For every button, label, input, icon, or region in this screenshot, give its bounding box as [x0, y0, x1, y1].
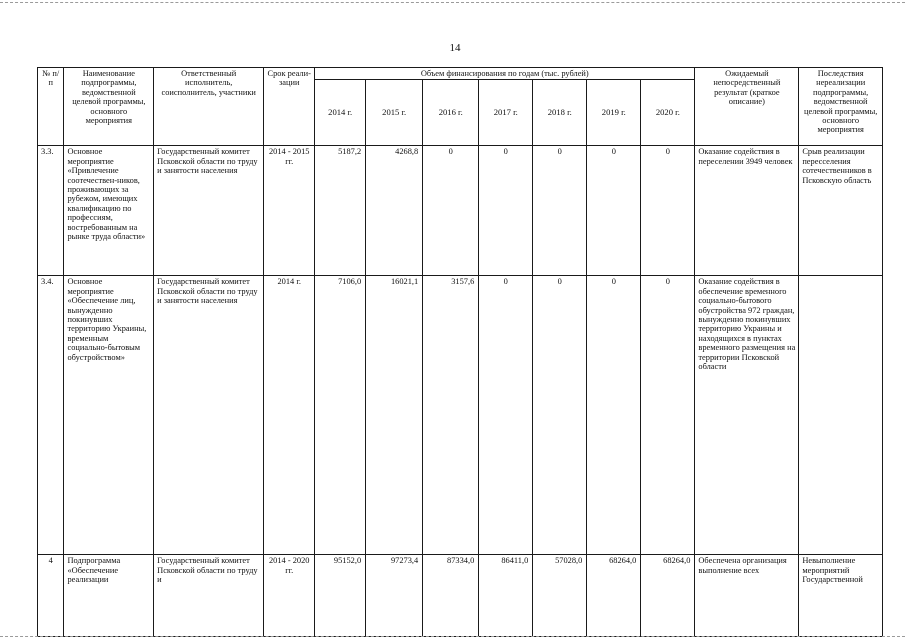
row-name: Подпрограмма «Обеспечение реализации: [64, 555, 154, 637]
row-value: 16021,1: [366, 276, 423, 555]
scan-edge-bottom: [0, 636, 905, 637]
row-num: 4: [38, 555, 64, 637]
row-term: 2014 г.: [264, 276, 315, 555]
row-result: Оказание содействия в переселении 3949 человек: [695, 146, 799, 276]
header-executor: Ответственный исполнитель, соисполнитель, участники: [154, 68, 264, 146]
header-num: № п/п: [38, 68, 64, 146]
row-value: 0: [587, 146, 641, 276]
row-name: Основное мероприятие «Обеспечение лиц, вынужденно покинувших территорию Украины, временным социально-бытовым обустройством»: [64, 276, 154, 555]
header-year: 2019 г.: [587, 80, 641, 146]
header-year: 2020 г.: [641, 80, 695, 146]
row-value: 0: [587, 276, 641, 555]
row-value: 3157,6: [423, 276, 479, 555]
row-value: 87334,0: [423, 555, 479, 637]
row-value: 0: [479, 146, 533, 276]
row-value: 97273,4: [366, 555, 423, 637]
header-funding: Объем финансирования по годам (тыс. рублей): [315, 68, 695, 80]
row-num: 3.4.: [38, 276, 64, 555]
page-number: 14: [449, 42, 461, 54]
row-result: Оказание содействия в обеспечение временного социально-бытового обустройства 972 граждан, вынужденно покинувших территорию Украины и находящихся в пунктах временного размещения на территории Псковской области: [695, 276, 799, 555]
table-row: [38, 555, 883, 637]
row-num: 3.3.: [38, 146, 64, 276]
header-consequences: Последствия нереализации подпрограммы, ведомственной целевой программы, основного мероприятия: [799, 68, 883, 146]
header-term: Срок реали-зации: [264, 68, 315, 146]
row-consequences: Невыполнение мероприятий Государственной: [799, 555, 883, 637]
row-executor: Государственный комитет Псковской области по труду и: [154, 555, 264, 637]
row-value: 0: [479, 276, 533, 555]
row-value: 7106,0: [315, 276, 366, 555]
row-value: 0: [641, 146, 695, 276]
row-executor: Государственный комитет Псковской области по труду и занятости населения: [154, 146, 264, 276]
row-value: 0: [641, 276, 695, 555]
row-value: 0: [423, 146, 479, 276]
row-value: 57028,0: [533, 555, 587, 637]
scan-edge-top: [0, 2, 905, 3]
header-year: 2015 г.: [366, 80, 423, 146]
row-consequences: [799, 276, 883, 555]
row-value: 68264,0: [587, 555, 641, 637]
row-term: 2014 - 2020 гг.: [264, 555, 315, 637]
row-term: 2014 - 2015 гг.: [264, 146, 315, 276]
row-value: 95152,0: [315, 555, 366, 637]
budget-table: [37, 67, 883, 637]
row-executor: Государственный комитет Псковской области по труду и занятости населения: [154, 276, 264, 555]
row-value: 0: [533, 276, 587, 555]
row-value: 68264,0: [641, 555, 695, 637]
header-name: Наименование подпрограммы, ведомственной целевой программы, основного мероприятия: [64, 68, 154, 146]
row-value: 5187,2: [315, 146, 366, 276]
header-row-1: [38, 68, 883, 80]
header-result: Ожидаемый непосредственный результат (краткое описание): [695, 68, 799, 146]
table-row: [38, 276, 883, 555]
header-year: 2018 г.: [533, 80, 587, 146]
row-result: Обеспечена организация выполнение всех: [695, 555, 799, 637]
row-consequences: Срыв реализации пересселения сотечественников в Псковскую область: [799, 146, 883, 276]
row-value: 0: [533, 146, 587, 276]
row-value: 4268,8: [366, 146, 423, 276]
header-year: 2014 г.: [315, 80, 366, 146]
header-year: 2016 г.: [423, 80, 479, 146]
row-value: 86411,0: [479, 555, 533, 637]
header-year: 2017 г.: [479, 80, 533, 146]
table-row: [38, 146, 883, 276]
row-name: Основное мероприятие «Привлечение соотечествен-ников, проживающих за рубежом, имеющих квалификацию по профессиям, востребованным на рынке труда области»: [64, 146, 154, 276]
